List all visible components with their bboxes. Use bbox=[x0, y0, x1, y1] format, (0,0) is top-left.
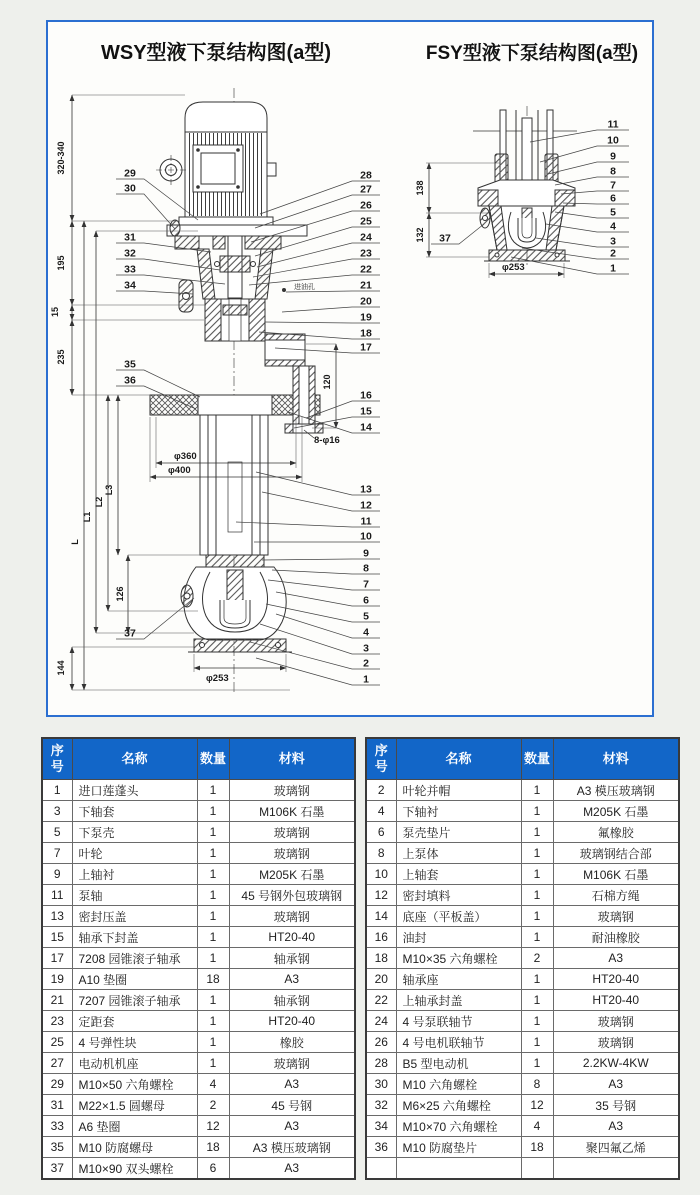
table-cell: 定距套 bbox=[72, 1011, 197, 1032]
table-cell: 8 bbox=[366, 843, 396, 864]
table-header-row bbox=[42, 738, 355, 780]
table-cell: 上轴承封盖 bbox=[396, 990, 521, 1011]
table-cell: 26 bbox=[366, 1032, 396, 1053]
table-cell: 12 bbox=[197, 1116, 229, 1137]
table-cell: B5 型电动机 bbox=[396, 1053, 521, 1074]
dimension-label: φ400 bbox=[168, 465, 191, 476]
table-cell: 1 bbox=[197, 1011, 229, 1032]
callout-label: 35 bbox=[124, 358, 136, 371]
table-cell: 4 号弹性块 bbox=[72, 1032, 197, 1053]
table-cell: 1 bbox=[197, 843, 229, 864]
table-cell: M10 防腐垫片 bbox=[396, 1137, 521, 1158]
table-cell: 18 bbox=[521, 1137, 553, 1158]
table-cell: 1 bbox=[521, 906, 553, 927]
dimension-label: 126 bbox=[115, 586, 125, 602]
dimension-label: 138 bbox=[415, 180, 425, 196]
table-cell: 14 bbox=[366, 906, 396, 927]
callout-label: 2 bbox=[363, 657, 369, 670]
parts-table-left bbox=[41, 737, 356, 1180]
table-header-row bbox=[366, 738, 679, 780]
table-cell: 7207 园锥滚子轴承 bbox=[72, 990, 197, 1011]
table-cell: 31 bbox=[42, 1095, 72, 1116]
table-cell: 4 bbox=[521, 1116, 553, 1137]
table-cell: 13 bbox=[42, 906, 72, 927]
table-cell: M106K 石墨 bbox=[229, 801, 355, 822]
table-cell: 耐油橡胶 bbox=[553, 927, 679, 948]
callout-label: 29 bbox=[124, 167, 136, 180]
callout-label: 21 bbox=[360, 279, 372, 292]
table-cell: 19 bbox=[42, 969, 72, 990]
table-cell: A3 bbox=[229, 1116, 355, 1137]
table-cell: 1 bbox=[197, 1032, 229, 1053]
callout-label: 23 bbox=[360, 247, 372, 260]
table-cell: 轴承下封盖 bbox=[72, 927, 197, 948]
callout-label: 14 bbox=[360, 421, 372, 434]
table-cell: 45 号钢 bbox=[229, 1095, 355, 1116]
callout-label: 10 bbox=[360, 530, 372, 543]
callout-label: 9 bbox=[363, 547, 369, 560]
table-cell: 橡胶 bbox=[229, 1032, 355, 1053]
table-cell: M10×90 双头螺栓 bbox=[72, 1158, 197, 1180]
dimension-label: 235 bbox=[56, 349, 66, 365]
table-cell: 玻璃钢结合部 bbox=[553, 843, 679, 864]
table-cell: 16 bbox=[366, 927, 396, 948]
table-cell: 11 bbox=[42, 885, 72, 906]
base-flange bbox=[188, 639, 292, 652]
table-row bbox=[42, 1074, 355, 1095]
leader-line bbox=[116, 194, 175, 229]
callout-label: 36 bbox=[124, 374, 136, 387]
dimension-label: L1 bbox=[82, 511, 92, 523]
table-row bbox=[42, 801, 355, 822]
table-row bbox=[366, 990, 679, 1011]
table-cell: M205K 石墨 bbox=[553, 801, 679, 822]
table-cell: 玻璃钢 bbox=[553, 1032, 679, 1053]
table-cell: 6 bbox=[366, 822, 396, 843]
table-row bbox=[366, 801, 679, 822]
table-cell: 底座（平板盖） bbox=[396, 906, 521, 927]
table-cell: HT20-40 bbox=[553, 969, 679, 990]
table-row bbox=[42, 1116, 355, 1137]
table-cell: A3 bbox=[229, 969, 355, 990]
table-cell: 玻璃钢 bbox=[229, 1053, 355, 1074]
table-cell: 21 bbox=[42, 990, 72, 1011]
table-row bbox=[42, 885, 355, 906]
table-cell: 36 bbox=[366, 1137, 396, 1158]
table-cell: 1 bbox=[197, 1053, 229, 1074]
table-cell: 25 bbox=[42, 1032, 72, 1053]
table-cell: 12 bbox=[521, 1095, 553, 1116]
header-name: 名称 bbox=[72, 738, 197, 780]
table-row bbox=[42, 906, 355, 927]
callout-label: 6 bbox=[363, 594, 369, 607]
table-cell: 28 bbox=[366, 1053, 396, 1074]
header-qty: 数量 bbox=[197, 738, 229, 780]
table-cell: 1 bbox=[521, 1053, 553, 1074]
table-cell bbox=[396, 1158, 521, 1180]
table-cell: 电动机机座 bbox=[72, 1053, 197, 1074]
table-cell: 叶轮并帽 bbox=[396, 780, 521, 801]
table-row bbox=[42, 969, 355, 990]
table-cell: M10×70 六角螺栓 bbox=[396, 1116, 521, 1137]
table-cell: 4 bbox=[366, 801, 396, 822]
oil-hole-note: 进油孔 bbox=[294, 284, 315, 291]
table-cell: 17 bbox=[42, 948, 72, 969]
callout-label: 11 bbox=[607, 118, 619, 131]
table-cell: 1 bbox=[197, 906, 229, 927]
header-index: 序号 bbox=[366, 738, 396, 780]
table-cell: 密封填料 bbox=[396, 885, 521, 906]
callout-label: 15 bbox=[360, 405, 372, 418]
table-cell: 叶轮 bbox=[72, 843, 197, 864]
callout-label: 28 bbox=[360, 169, 372, 182]
table-row bbox=[42, 990, 355, 1011]
wsy-diagram-title: WSY型液下泵结构图(a型) bbox=[101, 42, 331, 64]
callout-label: 1 bbox=[363, 673, 369, 686]
table-row bbox=[366, 948, 679, 969]
dimension-label: L bbox=[70, 539, 80, 545]
header-material: 材料 bbox=[229, 738, 355, 780]
table-row bbox=[366, 1053, 679, 1074]
table-cell: 20 bbox=[366, 969, 396, 990]
callout-label: 12 bbox=[360, 499, 372, 512]
table-cell: A10 垫圈 bbox=[72, 969, 197, 990]
callout-label: 4 bbox=[363, 626, 369, 639]
table-cell: 下轴衬 bbox=[396, 801, 521, 822]
suction-strainer bbox=[220, 600, 250, 628]
table-row bbox=[366, 1137, 679, 1158]
table-cell: M22×1.5 圆螺母 bbox=[72, 1095, 197, 1116]
table-cell: A3 bbox=[229, 1074, 355, 1095]
leader-line bbox=[256, 658, 380, 685]
table-cell: 18 bbox=[366, 948, 396, 969]
table-cell: A3 bbox=[229, 1158, 355, 1180]
table-cell: 1 bbox=[521, 1032, 553, 1053]
callout-label: 34 bbox=[124, 279, 136, 292]
dimension-label: 144 bbox=[56, 660, 66, 676]
header-material: 材料 bbox=[553, 738, 679, 780]
table-cell: 1 bbox=[521, 864, 553, 885]
callout-label: 33 bbox=[124, 263, 136, 276]
table-cell: 3 bbox=[42, 801, 72, 822]
table-cell: 5 bbox=[42, 822, 72, 843]
table-row bbox=[366, 1074, 679, 1095]
dimension-label: φ253 bbox=[206, 673, 229, 684]
fsy-diagram-title: FSY型液下泵结构图(a型) bbox=[425, 43, 639, 64]
table-cell: 37 bbox=[42, 1158, 72, 1180]
table-cell: 玻璃钢 bbox=[553, 906, 679, 927]
header-qty: 数量 bbox=[521, 738, 553, 780]
table-cell: 1 bbox=[521, 822, 553, 843]
table-cell bbox=[553, 1158, 679, 1180]
table-cell: 1 bbox=[521, 843, 553, 864]
table-cell: 1 bbox=[521, 780, 553, 801]
callout-label: 16 bbox=[360, 389, 372, 402]
table-cell: 29 bbox=[42, 1074, 72, 1095]
table-cell: A6 垫圈 bbox=[72, 1116, 197, 1137]
table-row bbox=[366, 885, 679, 906]
table-cell: 1 bbox=[521, 927, 553, 948]
table-cell: 上轴套 bbox=[396, 864, 521, 885]
parts-tables bbox=[41, 737, 680, 1180]
table-cell: 9 bbox=[42, 864, 72, 885]
table-cell bbox=[521, 1158, 553, 1180]
callout-label: 18 bbox=[360, 327, 372, 340]
table-cell: 玻璃钢 bbox=[229, 906, 355, 927]
lifting-eye bbox=[156, 155, 186, 185]
table-cell: 1 bbox=[197, 948, 229, 969]
table-row bbox=[366, 1032, 679, 1053]
table-cell: 33 bbox=[42, 1116, 72, 1137]
table-cell: 轴承座 bbox=[396, 969, 521, 990]
table-cell: M10×35 六角螺栓 bbox=[396, 948, 521, 969]
table-row bbox=[42, 1137, 355, 1158]
table-cell: 1 bbox=[197, 885, 229, 906]
callout-label: 37 bbox=[439, 232, 451, 245]
table-cell: 1 bbox=[42, 780, 72, 801]
table-cell: 22 bbox=[366, 990, 396, 1011]
table-cell: A3 模压玻璃钢 bbox=[229, 1137, 355, 1158]
table-cell: HT20-40 bbox=[553, 990, 679, 1011]
dimension-label: L3 bbox=[104, 484, 114, 496]
table-cell: 泵轴 bbox=[72, 885, 197, 906]
callout-label: 37 bbox=[124, 627, 136, 640]
table-cell: 7 bbox=[42, 843, 72, 864]
table-row bbox=[42, 843, 355, 864]
table-cell bbox=[366, 1158, 396, 1180]
dimension-label: φ253 bbox=[502, 262, 525, 273]
motor-nameplate bbox=[193, 145, 243, 192]
table-cell: 玻璃钢 bbox=[229, 843, 355, 864]
callout-label: 8 bbox=[610, 165, 616, 178]
table-cell: 聚四氟乙烯 bbox=[553, 1137, 679, 1158]
table-row bbox=[42, 822, 355, 843]
table-cell: 下轴套 bbox=[72, 801, 197, 822]
table-row bbox=[42, 780, 355, 801]
leader-line bbox=[548, 162, 629, 174]
table-cell: 轴承钢 bbox=[229, 948, 355, 969]
callout-label: 25 bbox=[360, 215, 372, 228]
callout-label: 19 bbox=[360, 311, 372, 324]
table-cell: 泵壳垫片 bbox=[396, 822, 521, 843]
table-cell: 34 bbox=[366, 1116, 396, 1137]
table-cell: 1 bbox=[197, 801, 229, 822]
callout-label: 30 bbox=[124, 182, 136, 195]
table-cell: 15 bbox=[42, 927, 72, 948]
table-cell: 轴承钢 bbox=[229, 990, 355, 1011]
table-row bbox=[42, 1053, 355, 1074]
callout-label: 9 bbox=[610, 150, 616, 163]
table-cell: 1 bbox=[197, 864, 229, 885]
callout-label: 20 bbox=[360, 295, 372, 308]
diagram-canvas bbox=[48, 22, 652, 715]
table-row bbox=[366, 969, 679, 990]
pump-column bbox=[200, 415, 268, 555]
table-row bbox=[366, 864, 679, 885]
table-cell: 进口莲蓬头 bbox=[72, 780, 197, 801]
table-cell: 2.2KW-4KW bbox=[553, 1053, 679, 1074]
table-row bbox=[42, 1011, 355, 1032]
callout-label: 31 bbox=[124, 231, 136, 244]
dimension-label: 132 bbox=[415, 227, 425, 243]
table-row bbox=[42, 1158, 355, 1180]
callout-label: 24 bbox=[360, 231, 372, 244]
dimension-label: 15 bbox=[50, 306, 60, 318]
table-cell: 2 bbox=[197, 1095, 229, 1116]
callout-label: 13 bbox=[360, 483, 372, 496]
discharge-branch bbox=[265, 334, 323, 438]
table-cell: 油封 bbox=[396, 927, 521, 948]
table-row bbox=[366, 1011, 679, 1032]
table-cell: 4 号电机联轴节 bbox=[396, 1032, 521, 1053]
table-row bbox=[366, 843, 679, 864]
table-cell: M6×25 六角螺栓 bbox=[396, 1095, 521, 1116]
table-cell: A3 bbox=[553, 1074, 679, 1095]
table-row bbox=[366, 906, 679, 927]
dimension-label: φ360 bbox=[174, 451, 197, 462]
table-cell: 密封压盖 bbox=[72, 906, 197, 927]
table-cell: 12 bbox=[366, 885, 396, 906]
callout-label: 2 bbox=[610, 247, 616, 260]
header-index: 序号 bbox=[42, 738, 72, 780]
table-row bbox=[366, 780, 679, 801]
table-cell: M10×50 六角螺栓 bbox=[72, 1074, 197, 1095]
table-cell: 2 bbox=[521, 948, 553, 969]
table-row bbox=[366, 927, 679, 948]
table-cell: 玻璃钢 bbox=[229, 822, 355, 843]
table-cell: 1 bbox=[521, 969, 553, 990]
callout-label: 3 bbox=[610, 235, 616, 248]
dimension-label: 195 bbox=[56, 255, 66, 271]
table-cell: 27 bbox=[42, 1053, 72, 1074]
table-cell: 石棉方绳 bbox=[553, 885, 679, 906]
table-cell: 玻璃钢 bbox=[229, 780, 355, 801]
table-cell: 4 bbox=[197, 1074, 229, 1095]
dimension-label: 320-340 bbox=[56, 141, 66, 175]
callout-label: 4 bbox=[610, 220, 616, 233]
leader-line bbox=[555, 212, 629, 218]
table-cell: 上泵体 bbox=[396, 843, 521, 864]
table-cell: M106K 石墨 bbox=[553, 864, 679, 885]
dimension-label: L2 bbox=[94, 496, 104, 508]
leader-line bbox=[555, 177, 629, 185]
table-cell: 1 bbox=[197, 822, 229, 843]
wsy-diagram bbox=[72, 88, 336, 694]
table-cell: M10 六角螺栓 bbox=[396, 1074, 521, 1095]
table-row bbox=[42, 1095, 355, 1116]
parts-table-right bbox=[365, 737, 680, 1180]
table-cell: HT20-40 bbox=[229, 927, 355, 948]
callout-label: 7 bbox=[610, 179, 616, 192]
header-name: 名称 bbox=[396, 738, 521, 780]
diagram-panel bbox=[46, 20, 654, 717]
table-cell: 18 bbox=[197, 1137, 229, 1158]
callout-label: 27 bbox=[360, 183, 372, 196]
table-cell: 1 bbox=[521, 1011, 553, 1032]
table-cell: 4 号泵联轴节 bbox=[396, 1011, 521, 1032]
table-row bbox=[366, 822, 679, 843]
callout-label: 26 bbox=[360, 199, 372, 212]
table-cell: HT20-40 bbox=[229, 1011, 355, 1032]
table-cell: 35 bbox=[42, 1137, 72, 1158]
table-cell: 1 bbox=[197, 990, 229, 1011]
table-cell: 氟橡胶 bbox=[553, 822, 679, 843]
table-cell: 1 bbox=[197, 780, 229, 801]
callout-label: 5 bbox=[610, 206, 616, 219]
callout-label: 1 bbox=[610, 262, 616, 275]
callout-label: 22 bbox=[360, 263, 372, 276]
table-row bbox=[42, 927, 355, 948]
table-cell: 45 号钢外包玻璃钢 bbox=[229, 885, 355, 906]
table-cell: 30 bbox=[366, 1074, 396, 1095]
table-row bbox=[42, 948, 355, 969]
table-row bbox=[366, 1158, 679, 1180]
table-cell: M205K 石墨 bbox=[229, 864, 355, 885]
table-cell: 6 bbox=[197, 1158, 229, 1180]
table-cell: 1 bbox=[521, 885, 553, 906]
fsy-diagram bbox=[426, 106, 577, 278]
dimension-label: 120 bbox=[322, 374, 332, 390]
table-cell: 24 bbox=[366, 1011, 396, 1032]
table-cell: 32 bbox=[366, 1095, 396, 1116]
table-row bbox=[366, 1095, 679, 1116]
table-cell: 8 bbox=[521, 1074, 553, 1095]
callout-label: 32 bbox=[124, 247, 136, 260]
callout-label: 10 bbox=[607, 134, 619, 147]
callout-label: 6 bbox=[610, 192, 616, 205]
callout-label: 3 bbox=[363, 642, 369, 655]
table-cell: A3 模压玻璃钢 bbox=[553, 780, 679, 801]
callout-label: 17 bbox=[360, 341, 372, 354]
table-row bbox=[366, 1116, 679, 1137]
callout-label: 8 bbox=[363, 562, 369, 575]
table-cell: 35 号钢 bbox=[553, 1095, 679, 1116]
dimension-label: 8-φ16 bbox=[314, 435, 340, 446]
table-cell: 1 bbox=[197, 927, 229, 948]
table-cell: 2 bbox=[366, 780, 396, 801]
table-cell: 玻璃钢 bbox=[553, 1011, 679, 1032]
table-cell: 1 bbox=[521, 990, 553, 1011]
table-cell: 上轴衬 bbox=[72, 864, 197, 885]
callout-label: 7 bbox=[363, 578, 369, 591]
table-cell: 7208 园锥滚子轴承 bbox=[72, 948, 197, 969]
table-cell: A3 bbox=[553, 1116, 679, 1137]
callout-label: 11 bbox=[360, 515, 372, 528]
table-cell: 23 bbox=[42, 1011, 72, 1032]
table-cell: A3 bbox=[553, 948, 679, 969]
table-cell: 下泵壳 bbox=[72, 822, 197, 843]
table-row bbox=[42, 1032, 355, 1053]
table-cell: 18 bbox=[197, 969, 229, 990]
table-cell: 10 bbox=[366, 864, 396, 885]
table-cell: M10 防腐螺母 bbox=[72, 1137, 197, 1158]
table-row bbox=[42, 864, 355, 885]
table-cell: 1 bbox=[521, 801, 553, 822]
callout-label: 5 bbox=[363, 610, 369, 623]
